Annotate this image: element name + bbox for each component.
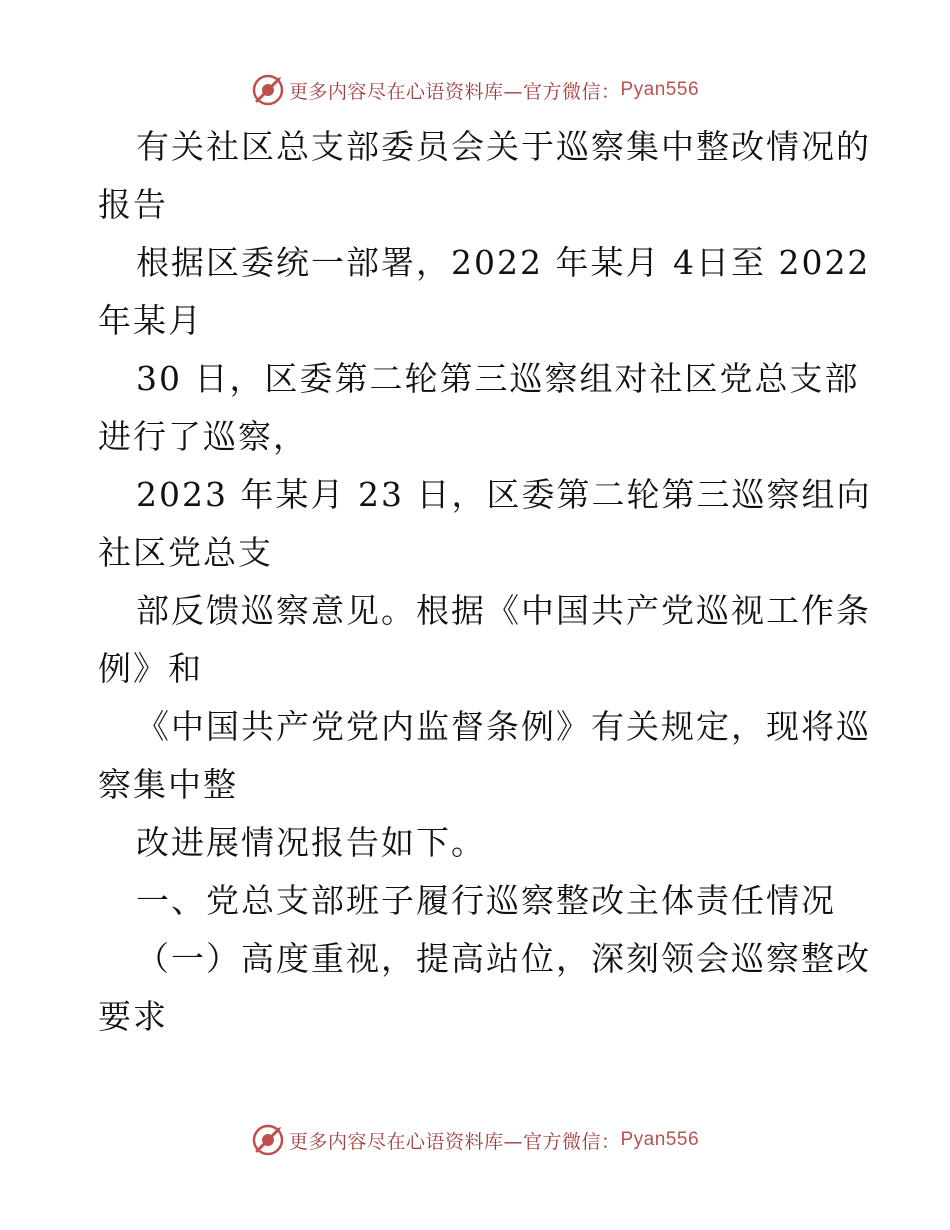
- footer-watermark-banner: [0, 1120, 950, 1160]
- paragraph-line: 30 日，区委第二轮第三巡察组对社区党总支部: [136, 359, 860, 398]
- pen-logo-icon: [251, 1123, 285, 1157]
- title-line-2: 报告: [98, 185, 168, 224]
- section-heading: 一、党总支部班子履行巡察整改主体责任情况: [136, 881, 836, 920]
- banner-wechat-id: Pyan556: [620, 1129, 700, 1150]
- banner-wechat-id: Pyan556: [620, 79, 700, 100]
- paragraph-line: 《中国共产党党内监督条例》有关规定，现将巡: [136, 707, 871, 746]
- paragraph-line: 社区党总支: [98, 533, 273, 572]
- paragraph-line: 部反馈巡察意见。根据《中国共产党巡视工作条: [136, 591, 871, 630]
- paragraph-line: 2023 年某月 23 日，区委第二轮第三巡察组向: [136, 475, 872, 514]
- paragraph-line: 例》和: [98, 649, 203, 688]
- subsection-heading: （一）高度重视，提高站位，深刻领会巡察整改: [136, 939, 871, 978]
- banner-text: 更多内容尽在心语资料库—官方微信：: [288, 80, 621, 103]
- paragraph-line: 改进展情况报告如下。: [136, 823, 486, 862]
- subsection-heading-continued: 要求: [98, 997, 168, 1036]
- paragraph-line: 根据区委统一部署，2022 年某月 4日至 2022: [136, 243, 871, 282]
- paragraph-line: 进行了巡察，: [98, 417, 308, 456]
- pen-logo-icon: [251, 73, 285, 107]
- title-line-1: 有关社区总支部委员会关于巡察集中整改情况的: [136, 127, 871, 166]
- paragraph-line: 年某月: [98, 301, 203, 340]
- document-body: [98, 118, 872, 1046]
- banner-text: 更多内容尽在心语资料库—官方微信：: [288, 1130, 621, 1153]
- paragraph-line: 察集中整: [98, 765, 238, 804]
- header-watermark-banner: [0, 70, 950, 110]
